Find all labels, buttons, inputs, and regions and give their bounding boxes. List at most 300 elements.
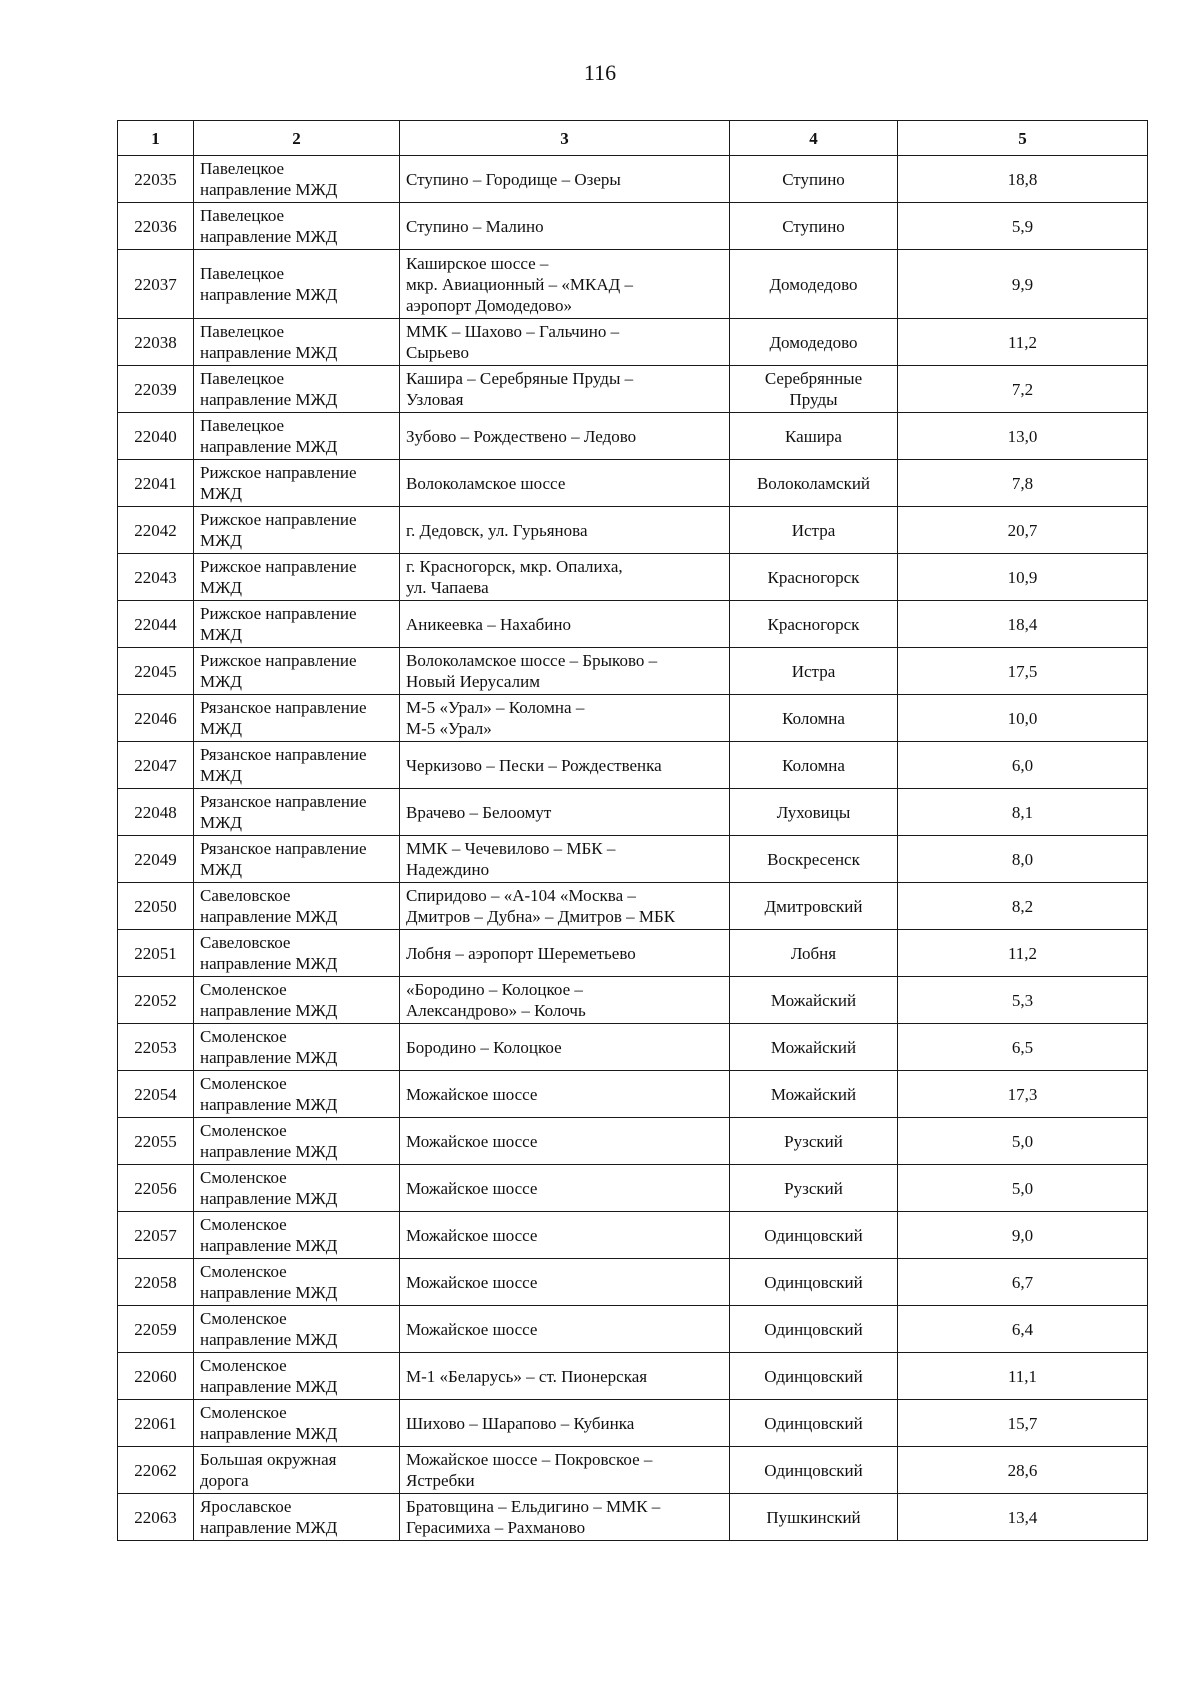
railway-direction-cell-text: Смоленское направление МЖД: [200, 1262, 338, 1302]
length-cell: [898, 554, 1148, 601]
length-cell: [898, 1118, 1148, 1165]
district-cell: [730, 1494, 898, 1541]
route-name-cell: [400, 601, 730, 648]
route-name-cell-text: Черкизово – Пески – Рождественка: [406, 755, 662, 775]
table-row: [118, 1494, 1148, 1541]
road-number-cell-text: 22044: [134, 614, 177, 634]
page-number: 116: [583, 60, 617, 85]
district-cell-text: Красногорск: [767, 614, 860, 634]
district-cell-text: Серебрянные Пруды: [764, 369, 863, 409]
route-name-cell-text: Можайское шоссе: [406, 1131, 538, 1151]
length-cell: [898, 203, 1148, 250]
railway-direction-cell: [194, 930, 400, 977]
route-name-cell-text: Спиридово – «А-104 «Москва – Дмитров – Дубна» – Дмитров – МБК: [406, 886, 676, 926]
railway-direction-cell: [194, 507, 400, 554]
length-cell-text: 17,3: [1007, 1084, 1038, 1104]
route-name-cell: [400, 1400, 730, 1447]
table-row: [118, 366, 1148, 413]
road-number-cell-text: 22055: [134, 1131, 177, 1151]
road-number-cell-text: 22036: [134, 216, 177, 236]
length-cell: [898, 883, 1148, 930]
column-header-1: 1: [118, 121, 194, 156]
district-cell-text: Истра: [791, 520, 836, 540]
district-cell: [730, 366, 898, 413]
table-row: [118, 1165, 1148, 1212]
table-row: [118, 1306, 1148, 1353]
route-name-cell: [400, 460, 730, 507]
route-name-cell-text: М-5 «Урал» – Коломна – М-5 «Урал»: [406, 698, 585, 738]
table-row: [118, 789, 1148, 836]
table-row: [118, 507, 1148, 554]
railway-direction-cell: [194, 601, 400, 648]
length-cell: [898, 413, 1148, 460]
road-number-cell: [118, 203, 194, 250]
length-cell: [898, 1024, 1148, 1071]
district-cell-text: Одинцовский: [764, 1319, 863, 1339]
length-cell-text: 6,5: [1011, 1037, 1034, 1057]
route-name-cell-text: М-1 «Беларусь» – ст. Пионерская: [406, 1366, 648, 1386]
railway-direction-cell-text: Павелецкое направление МЖД: [200, 322, 338, 362]
railway-direction-cell: [194, 883, 400, 930]
length-cell-text: 11,2: [1007, 943, 1038, 963]
district-cell: [730, 507, 898, 554]
district-cell-text: Дмитровский: [764, 896, 863, 916]
length-cell: [898, 742, 1148, 789]
road-number-cell: [118, 1071, 194, 1118]
district-cell: [730, 601, 898, 648]
district-cell: [730, 1400, 898, 1447]
road-number-cell: [118, 554, 194, 601]
district-cell: [730, 1165, 898, 1212]
district-cell: [730, 648, 898, 695]
length-cell-text: 13,0: [1007, 426, 1038, 446]
table-header-row: [118, 121, 1148, 156]
railway-direction-cell-text: Рязанское направление МЖД: [200, 839, 367, 879]
column-header-3: 3: [400, 121, 730, 156]
railway-direction-cell-text: Савеловское направление МЖД: [200, 933, 338, 973]
road-number-cell-text: 22045: [134, 661, 177, 681]
length-cell: [898, 1353, 1148, 1400]
length-cell-text: 18,4: [1007, 614, 1038, 634]
table-row: [118, 1259, 1148, 1306]
route-name-cell-text: ММК – Чечевилово – МБК – Надеждино: [406, 839, 616, 879]
railway-direction-cell: [194, 460, 400, 507]
railway-direction-cell-text: Смоленское направление МЖД: [200, 980, 338, 1020]
table-row: [118, 1353, 1148, 1400]
route-name-cell-text: г. Дедовск, ул. Гурьянова: [406, 520, 588, 540]
railway-direction-cell-text: Большая окружная дорога: [200, 1450, 337, 1490]
district-cell-text: Истра: [791, 661, 836, 681]
district-cell: [730, 742, 898, 789]
length-cell: [898, 977, 1148, 1024]
table-row: [118, 1024, 1148, 1071]
road-number-cell-text: 22039: [134, 379, 177, 399]
railway-direction-cell: [194, 695, 400, 742]
length-cell: [898, 507, 1148, 554]
route-name-cell-text: Лобня – аэропорт Шереметьево: [406, 943, 636, 963]
length-cell-text: 8,2: [1011, 896, 1034, 916]
length-cell-text: 8,1: [1011, 802, 1034, 822]
road-number-cell-text: 22053: [134, 1037, 177, 1057]
length-cell-text: 5,9: [1011, 216, 1034, 236]
length-cell: [898, 1165, 1148, 1212]
district-cell: [730, 319, 898, 366]
railway-direction-cell: [194, 742, 400, 789]
district-cell: [730, 250, 898, 319]
district-cell-text: Красногорск: [767, 567, 860, 587]
road-number-cell: [118, 883, 194, 930]
route-name-cell-text: Аникеевка – Нахабино: [406, 614, 571, 634]
railway-direction-cell: [194, 366, 400, 413]
road-number-cell: [118, 930, 194, 977]
length-cell-text: 10,0: [1007, 708, 1038, 728]
table-row: [118, 648, 1148, 695]
length-cell: [898, 836, 1148, 883]
district-cell: [730, 203, 898, 250]
route-name-cell: [400, 977, 730, 1024]
road-number-cell-text: 22061: [134, 1413, 177, 1433]
railway-direction-cell: [194, 1447, 400, 1494]
length-cell-text: 5,0: [1011, 1178, 1034, 1198]
route-name-cell: [400, 1212, 730, 1259]
length-cell-text: 5,3: [1011, 990, 1034, 1010]
road-number-cell-text: 22038: [134, 332, 177, 352]
railway-direction-cell-text: Смоленское направление МЖД: [200, 1403, 338, 1443]
table-row: [118, 977, 1148, 1024]
road-number-cell-text: 22037: [134, 274, 177, 294]
railway-direction-cell-text: Павелецкое направление МЖД: [200, 369, 338, 409]
road-number-cell: [118, 1494, 194, 1541]
route-name-cell: [400, 554, 730, 601]
route-name-cell: [400, 648, 730, 695]
railway-direction-cell: [194, 1071, 400, 1118]
district-cell-text: Можайский: [770, 990, 857, 1010]
road-number-cell: [118, 156, 194, 203]
railway-direction-cell: [194, 1165, 400, 1212]
length-cell: [898, 601, 1148, 648]
railway-direction-cell-text: Рижское направление МЖД: [200, 463, 357, 503]
road-number-cell: [118, 1165, 194, 1212]
district-cell: [730, 789, 898, 836]
length-cell-text: 7,2: [1011, 379, 1034, 399]
railway-direction-cell-text: Павелецкое направление МЖД: [200, 264, 338, 304]
district-cell-text: Домодедово: [769, 332, 858, 352]
railway-direction-cell-text: Рязанское направление МЖД: [200, 792, 367, 832]
district-cell-text: Можайский: [770, 1084, 857, 1104]
railway-direction-cell-text: Ярославское направление МЖД: [200, 1497, 338, 1537]
road-number-cell-text: 22040: [134, 426, 177, 446]
route-name-cell-text: Ступино – Городище – Озеры: [406, 169, 621, 189]
road-number-cell: [118, 507, 194, 554]
district-cell-text: Одинцовский: [764, 1413, 863, 1433]
railway-direction-cell: [194, 648, 400, 695]
district-cell-text: Одинцовский: [764, 1272, 863, 1292]
route-name-cell: [400, 789, 730, 836]
district-cell: [730, 1212, 898, 1259]
district-cell-text: Воскресенск: [767, 849, 860, 869]
route-name-cell: [400, 1118, 730, 1165]
length-cell-text: 28,6: [1007, 1460, 1038, 1480]
railway-direction-cell-text: Смоленское направление МЖД: [200, 1074, 338, 1114]
length-cell: [898, 1306, 1148, 1353]
route-name-cell-text: Можайское шоссе: [406, 1272, 538, 1292]
road-number-cell-text: 22062: [134, 1460, 177, 1480]
district-cell: [730, 1353, 898, 1400]
route-name-cell: [400, 1447, 730, 1494]
route-name-cell: [400, 366, 730, 413]
table-row: [118, 1212, 1148, 1259]
table-row: [118, 460, 1148, 507]
table-row: [118, 250, 1148, 319]
column-header-4: 4: [730, 121, 898, 156]
route-name-cell-text: Врачево – Белоомут: [406, 802, 552, 822]
railway-direction-cell-text: Павелецкое направление МЖД: [200, 206, 338, 246]
length-cell: [898, 789, 1148, 836]
length-cell-text: 6,4: [1011, 1319, 1034, 1339]
road-number-cell-text: 22049: [134, 849, 177, 869]
length-cell: [898, 250, 1148, 319]
district-cell: [730, 1024, 898, 1071]
district-cell-text: Лобня: [790, 943, 837, 963]
column-header-2: 2: [194, 121, 400, 156]
route-name-cell: [400, 1259, 730, 1306]
length-cell: [898, 1212, 1148, 1259]
road-number-cell: [118, 742, 194, 789]
road-number-cell-text: 22041: [134, 473, 177, 493]
district-cell-text: Волоколамский: [756, 473, 871, 493]
length-cell: [898, 1259, 1148, 1306]
railway-direction-cell: [194, 156, 400, 203]
route-name-cell-text: Можайское шоссе: [406, 1178, 538, 1198]
road-number-cell: [118, 366, 194, 413]
table-row: [118, 156, 1148, 203]
length-cell: [898, 366, 1148, 413]
railway-direction-cell: [194, 977, 400, 1024]
column-header-5: 5: [898, 121, 1148, 156]
table-row: [118, 1071, 1148, 1118]
route-name-cell: [400, 156, 730, 203]
railway-direction-cell: [194, 319, 400, 366]
route-name-cell-text: Ступино – Малино: [406, 216, 544, 236]
district-cell-text: Ступино: [782, 169, 845, 189]
route-name-cell: [400, 930, 730, 977]
road-number-cell-text: 22047: [134, 755, 177, 775]
road-number-cell-text: 22060: [134, 1366, 177, 1386]
railway-direction-cell: [194, 413, 400, 460]
district-cell: [730, 413, 898, 460]
length-cell-text: 10,9: [1007, 567, 1038, 587]
table-body: [118, 156, 1148, 1541]
route-name-cell-text: ММК – Шахово – Гальчино – Сырьево: [406, 322, 620, 362]
district-cell-text: Луховицы: [776, 802, 851, 822]
road-number-cell: [118, 1259, 194, 1306]
table-row: [118, 1400, 1148, 1447]
road-number-cell: [118, 836, 194, 883]
district-cell-text: Рузский: [784, 1131, 843, 1151]
district-cell-text: Домодедово: [769, 274, 858, 294]
district-cell: [730, 1259, 898, 1306]
road-number-cell: [118, 1400, 194, 1447]
table-row: [118, 930, 1148, 977]
district-cell-text: Коломна: [782, 755, 845, 775]
railway-direction-cell-text: Савеловское направление МЖД: [200, 886, 338, 926]
length-cell: [898, 648, 1148, 695]
route-name-cell-text: Можайское шоссе: [406, 1084, 538, 1104]
road-number-cell-text: 22052: [134, 990, 177, 1010]
road-number-cell-text: 22059: [134, 1319, 177, 1339]
route-name-cell-text: Кашира – Серебряные Пруды – Узловая: [406, 369, 634, 409]
district-cell: [730, 930, 898, 977]
length-cell-text: 15,7: [1007, 1413, 1038, 1433]
route-name-cell-text: Можайское шоссе: [406, 1319, 538, 1339]
route-name-cell: [400, 1306, 730, 1353]
road-number-cell: [118, 648, 194, 695]
length-cell: [898, 930, 1148, 977]
length-cell: [898, 1494, 1148, 1541]
route-name-cell-text: «Бородино – Колоцкое – Александрово» – Колочь: [406, 980, 586, 1020]
road-number-cell: [118, 250, 194, 319]
route-name-cell-text: Шихово – Шарапово – Кубинка: [406, 1413, 635, 1433]
length-cell: [898, 156, 1148, 203]
road-number-cell-text: 22056: [134, 1178, 177, 1198]
table-row: [118, 203, 1148, 250]
railway-direction-cell: [194, 836, 400, 883]
route-name-cell: [400, 319, 730, 366]
road-number-cell-text: 22058: [134, 1272, 177, 1292]
railway-direction-cell-text: Смоленское направление МЖД: [200, 1309, 338, 1349]
length-cell-text: 11,1: [1007, 1366, 1038, 1386]
table-row: [118, 836, 1148, 883]
road-number-cell-text: 22035: [134, 169, 177, 189]
district-cell: [730, 156, 898, 203]
route-name-cell-text: Волоколамское шоссе – Брыково – Новый Иерусалим: [406, 651, 658, 691]
road-number-cell: [118, 977, 194, 1024]
length-cell-text: 9,9: [1011, 274, 1034, 294]
railway-direction-cell-text: Смоленское направление МЖД: [200, 1215, 338, 1255]
route-name-cell: [400, 1353, 730, 1400]
road-number-cell: [118, 695, 194, 742]
table-row: [118, 883, 1148, 930]
table-row: [118, 1118, 1148, 1165]
length-cell: [898, 695, 1148, 742]
district-cell: [730, 1447, 898, 1494]
length-cell: [898, 460, 1148, 507]
table-row: [118, 319, 1148, 366]
railway-direction-cell: [194, 1494, 400, 1541]
table-row: [118, 554, 1148, 601]
road-number-cell-text: 22043: [134, 567, 177, 587]
length-cell-text: 6,7: [1011, 1272, 1034, 1292]
road-number-cell-text: 22042: [134, 520, 177, 540]
district-cell-text: Одинцовский: [764, 1460, 863, 1480]
road-number-cell-text: 22051: [134, 943, 177, 963]
table-row: [118, 1447, 1148, 1494]
railway-direction-cell-text: Рижское направление МЖД: [200, 604, 357, 644]
route-name-cell: [400, 1494, 730, 1541]
road-number-cell-text: 22054: [134, 1084, 177, 1104]
route-name-cell: [400, 203, 730, 250]
road-number-cell-text: 22057: [134, 1225, 177, 1245]
length-cell-text: 17,5: [1007, 661, 1038, 681]
route-name-cell: [400, 507, 730, 554]
railway-direction-cell-text: Павелецкое направление МЖД: [200, 159, 338, 199]
railway-direction-cell: [194, 1212, 400, 1259]
district-cell: [730, 1306, 898, 1353]
roads-table: [117, 120, 1148, 1541]
railway-direction-cell: [194, 789, 400, 836]
route-name-cell: [400, 1165, 730, 1212]
length-cell: [898, 1071, 1148, 1118]
route-name-cell-text: Братовщина – Ельдигино – ММК – Герасимиха – Рахманово: [406, 1497, 661, 1537]
district-cell-text: Коломна: [782, 708, 845, 728]
road-number-cell-text: 22050: [134, 896, 177, 916]
route-name-cell: [400, 742, 730, 789]
length-cell-text: 8,0: [1011, 849, 1034, 869]
route-name-cell: [400, 695, 730, 742]
railway-direction-cell-text: Смоленское направление МЖД: [200, 1168, 338, 1208]
length-cell-text: 9,0: [1011, 1225, 1034, 1245]
route-name-cell-text: Каширское шоссе – мкр. Авиационный – «МКАД – аэропорт Домодедово»: [406, 253, 633, 315]
route-name-cell-text: Волоколамское шоссе: [406, 473, 566, 493]
route-name-cell-text: Бородино – Колоцкое: [406, 1037, 562, 1057]
route-name-cell: [400, 1024, 730, 1071]
road-number-cell: [118, 601, 194, 648]
district-cell-text: Кашира: [785, 426, 842, 446]
road-number-cell: [118, 1353, 194, 1400]
route-name-cell-text: Можайское шоссе: [406, 1225, 538, 1245]
road-number-cell: [118, 789, 194, 836]
railway-direction-cell: [194, 1259, 400, 1306]
route-name-cell-text: Можайское шоссе – Покровское – Ястребки: [406, 1450, 653, 1490]
railway-direction-cell: [194, 1306, 400, 1353]
route-name-cell-text: Зубово – Рождествено – Ледово: [406, 426, 637, 446]
railway-direction-cell: [194, 1024, 400, 1071]
road-number-cell: [118, 1024, 194, 1071]
table-row: [118, 742, 1148, 789]
district-cell: [730, 883, 898, 930]
road-number-cell: [118, 1212, 194, 1259]
railway-direction-cell-text: Павелецкое направление МЖД: [200, 416, 338, 456]
railway-direction-cell: [194, 250, 400, 319]
length-cell: [898, 319, 1148, 366]
route-name-cell: [400, 1071, 730, 1118]
route-name-cell-text: г. Красногорск, мкр. Опалиха, ул. Чапаева: [406, 557, 623, 597]
district-cell-text: Одинцовский: [764, 1366, 863, 1386]
route-name-cell: [400, 413, 730, 460]
route-name-cell: [400, 883, 730, 930]
district-cell: [730, 1118, 898, 1165]
railway-direction-cell: [194, 554, 400, 601]
length-cell-text: 6,0: [1011, 755, 1034, 775]
railway-direction-cell-text: Смоленское направление МЖД: [200, 1356, 338, 1396]
road-number-cell: [118, 1118, 194, 1165]
road-number-cell: [118, 1447, 194, 1494]
length-cell-text: 11,2: [1007, 332, 1038, 352]
railway-direction-cell-text: Рязанское направление МЖД: [200, 698, 367, 738]
road-number-cell: [118, 460, 194, 507]
length-cell-text: 20,7: [1007, 520, 1038, 540]
district-cell-text: Рузский: [784, 1178, 843, 1198]
length-cell: [898, 1400, 1148, 1447]
table-row: [118, 601, 1148, 648]
railway-direction-cell: [194, 1353, 400, 1400]
railway-direction-cell-text: Рижское направление МЖД: [200, 651, 357, 691]
road-number-cell: [118, 319, 194, 366]
route-name-cell: [400, 836, 730, 883]
route-name-cell: [400, 250, 730, 319]
road-number-cell: [118, 413, 194, 460]
railway-direction-cell-text: Рижское направление МЖД: [200, 510, 357, 550]
